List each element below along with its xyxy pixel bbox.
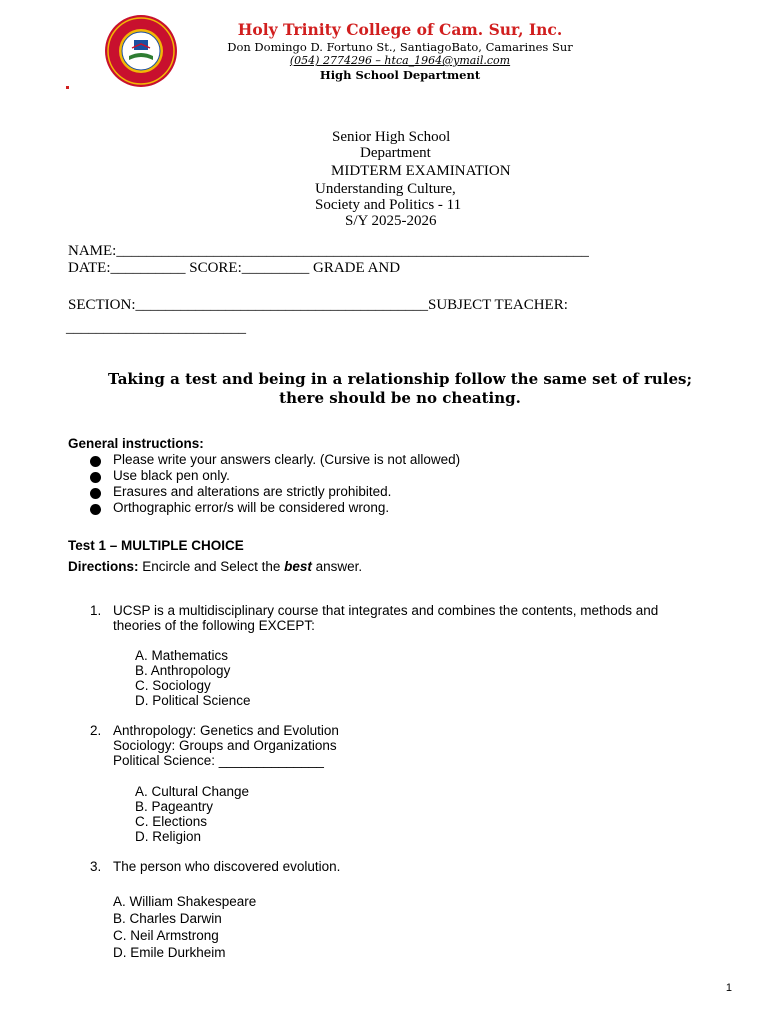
motto-line-2: there should be no cheating.: [279, 389, 521, 407]
answer-option[interactable]: B. Anthropology: [135, 663, 231, 678]
answer-option[interactable]: D. Emile Durkheim: [113, 945, 226, 960]
bullet-icon: [90, 456, 101, 467]
subject-line-2: Society and Politics - 11: [315, 197, 462, 213]
bullet-icon: [90, 488, 101, 499]
title-line-1: Senior High School: [332, 129, 451, 145]
exam-title: MIDTERM EXAMINATION: [331, 163, 511, 179]
answer-option[interactable]: A. Mathematics: [135, 648, 229, 663]
answer-option[interactable]: D. Political Science: [135, 693, 251, 708]
instructions-heading: General instructions:: [68, 436, 204, 451]
school-name: Holy Trinity College of Cam. Sur, Inc.: [237, 20, 563, 39]
test1-heading: Test 1 – MULTIPLE CHOICE: [68, 538, 244, 553]
answer-option[interactable]: B. Pageantry: [135, 799, 214, 814]
red-dot-mark: [66, 86, 69, 89]
directions-emphasis: best: [284, 559, 312, 574]
school-year: S/Y 2025-2026: [345, 213, 437, 229]
section-teacher-field[interactable]: SECTION:_______________________________________SUBJECT TEACHER:: [68, 297, 568, 313]
question-number: 2.: [90, 723, 102, 738]
page-number: 1: [725, 982, 732, 994]
motto-line-1: Taking a test and being in a relationship follow the same set of rules;: [107, 370, 693, 388]
directions-text: Encircle and Select the: [138, 559, 285, 574]
question-3-text: The person who discovered evolution.: [113, 859, 341, 874]
answer-option[interactable]: A. William Shakespeare: [113, 894, 257, 909]
answer-option[interactable]: C. Elections: [135, 814, 208, 829]
answer-option[interactable]: B. Charles Darwin: [113, 911, 222, 926]
test1-directions: [68, 559, 362, 574]
answer-option[interactable]: C. Neil Armstrong: [113, 928, 219, 943]
date-score-grade-field[interactable]: DATE:__________ SCORE:_________ GRADE AND: [68, 260, 401, 276]
instruction-item: Please write your answers clearly. (Cursive is not allowed): [113, 452, 461, 467]
school-address: Don Domingo D. Fortuno St., SantiagoBato, Camarines Sur: [227, 40, 573, 54]
directions-text-end: answer.: [311, 559, 363, 574]
question-2-blank[interactable]: Political Science: ______________: [113, 753, 324, 768]
subject-line-1: Understanding Culture,: [315, 181, 456, 197]
question-1-text-cont: theories of the following EXCEPT:: [113, 618, 315, 633]
directions-label: Directions:: [68, 559, 139, 574]
bullet-icon: [90, 504, 101, 515]
question-2-text: Anthropology: Genetics and Evolution: [113, 723, 339, 738]
instruction-item: Erasures and alterations are strictly prohibited.: [113, 484, 392, 499]
name-field[interactable]: NAME:_______________________________________________________________: [68, 243, 589, 259]
answer-option[interactable]: C. Sociology: [135, 678, 211, 693]
school-contact[interactable]: (054) 2774296 – htca_1964@ymail.com: [289, 54, 511, 67]
question-number: 1.: [90, 603, 102, 618]
bullet-icon: [90, 472, 101, 483]
title-line-2: Department: [360, 145, 431, 161]
instruction-item: Orthographic error/s will be considered wrong.: [113, 500, 390, 515]
question-2-text-cont: Sociology: Groups and Organizations: [113, 738, 337, 753]
teacher-blank-line[interactable]: ________________________: [66, 320, 246, 336]
instruction-item: Use black pen only.: [113, 468, 230, 483]
question-number: 3.: [90, 859, 102, 874]
department-label: High School Department: [319, 68, 481, 82]
question-1-text: UCSP is a multidisciplinary course that integrates and combines the contents, methods and: [113, 603, 659, 618]
answer-option[interactable]: A. Cultural Change: [135, 784, 250, 799]
answer-option[interactable]: D. Religion: [135, 829, 202, 844]
